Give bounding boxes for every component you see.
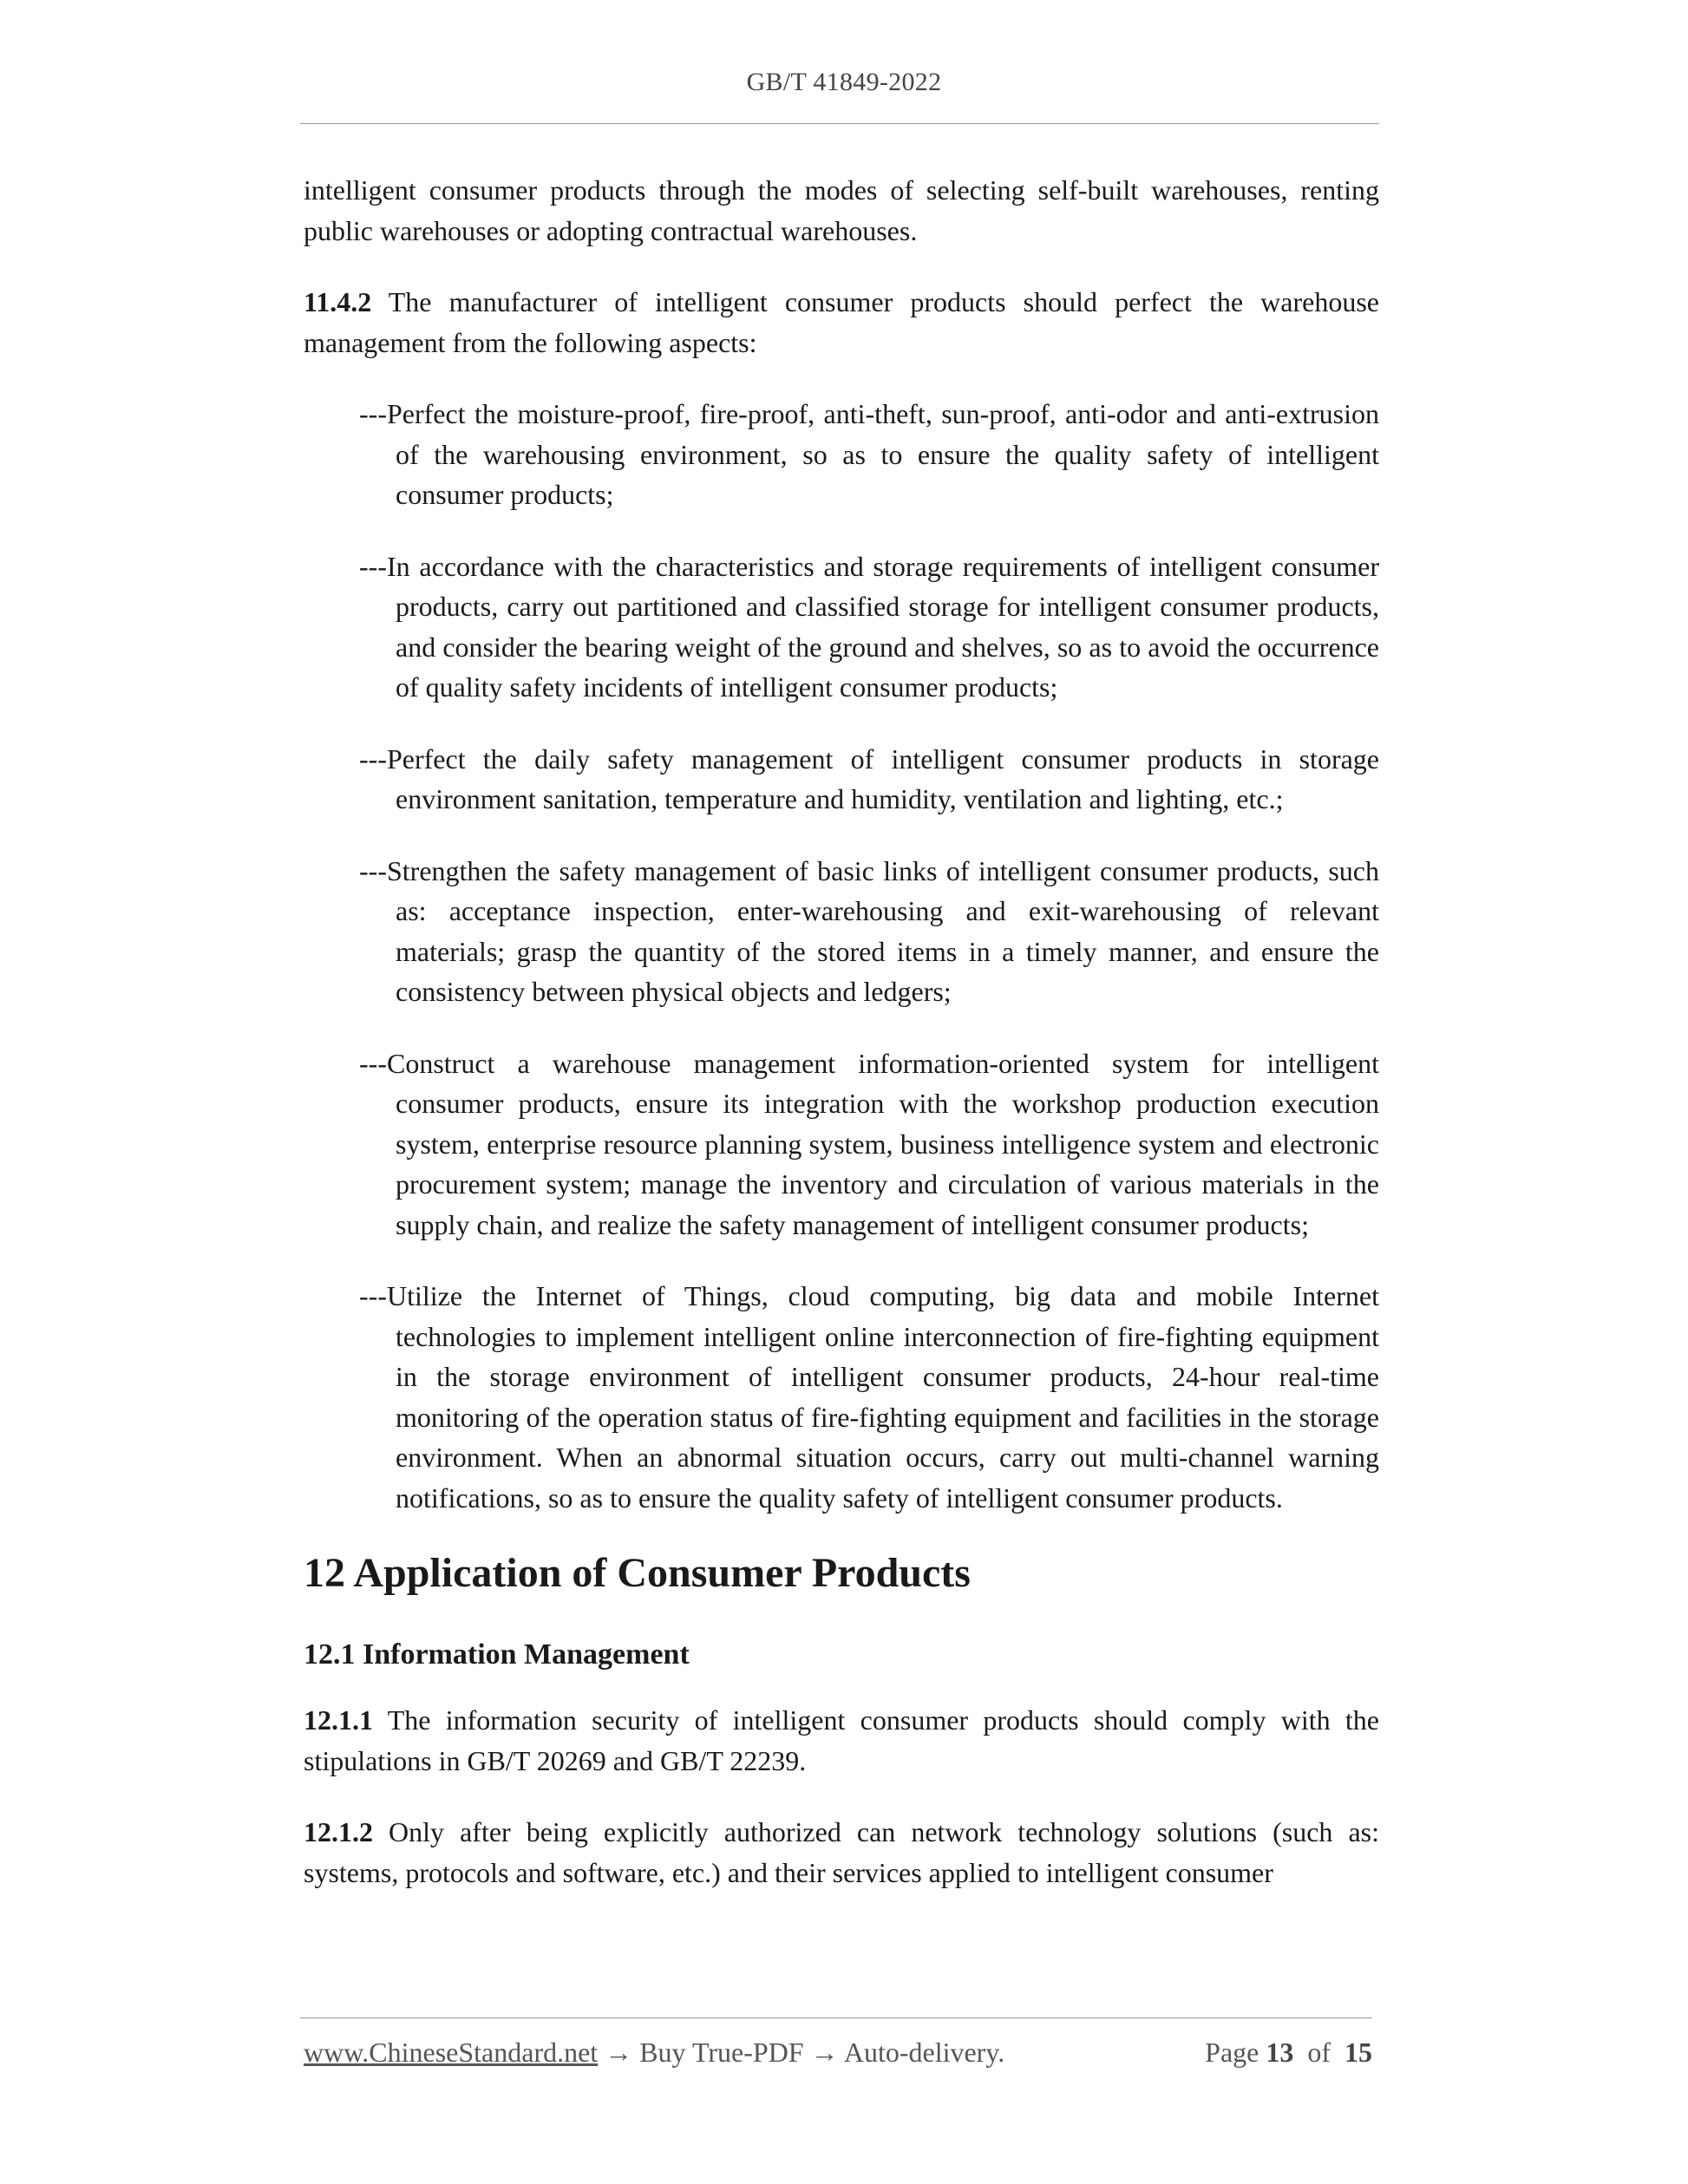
header-divider bbox=[300, 123, 1379, 124]
list-item bbox=[359, 394, 1379, 515]
page-label: Page bbox=[1205, 2037, 1259, 2068]
current-page-number: 13 bbox=[1266, 2037, 1294, 2068]
clause-number: 12.1.2 bbox=[304, 1816, 373, 1847]
clause-text: The manufacturer of intelligent consumer products should perfect the warehouse management from the following aspects: bbox=[304, 286, 1379, 358]
clause-11-4-2 bbox=[304, 282, 1379, 363]
continuation-paragraph: intelligent consumer products through the modes of selecting self-built warehouses, renting public warehouses or adopting contractual warehouses. bbox=[304, 174, 1379, 246]
list-item-text: ---Perfect the daily safety management of intelligent consumer products in storage environment sanitation, temperature and humidity, ventilation and lighting, etc.; bbox=[359, 742, 1379, 814]
total-page-number: 15 bbox=[1345, 2037, 1372, 2068]
page-body bbox=[304, 170, 1379, 1924]
page-footer bbox=[304, 2037, 1372, 2075]
footer-divider bbox=[300, 2017, 1372, 2018]
list-item-text: ---Perfect the moisture-proof, fire-proof, anti-theft, sun-proof, anti-odor and anti-extrusion of the warehousing environment, so as to ensure the quality safety of intelligent consumer products; bbox=[359, 398, 1379, 510]
clause-number: 12.1.1 bbox=[304, 1704, 373, 1736]
list-item bbox=[359, 546, 1379, 708]
list-item bbox=[359, 1276, 1379, 1518]
clause-12-1-1 bbox=[304, 1700, 1379, 1781]
clause-text: The information security of intelligent consumer products should comply with the stipulations in GB/T 20269 and GB/T 22239. bbox=[304, 1704, 1379, 1776]
clause-12-1-2 bbox=[304, 1812, 1379, 1893]
footer-promo-text: → Buy True-PDF → Auto-delivery. bbox=[598, 2037, 1005, 2068]
running-header: GB/T 41849-2022 bbox=[746, 68, 942, 96]
subsection-heading-12-1: 12.1 Information Management bbox=[304, 1638, 690, 1671]
list-item-text: ---In accordance with the characteristics and storage requirements of intelligent consumer products, carry out partitioned and classified storage for intelligent consumer products, and consider the bearing weight of the ground and shelves, so as to avoid the occurrence of quality safety incidents of intelligent consumer products; bbox=[359, 550, 1379, 703]
clause-number: 11.4.2 bbox=[304, 286, 372, 317]
list-item bbox=[359, 739, 1379, 820]
footer-promo bbox=[304, 2037, 1004, 2069]
list-item-text: ---Strengthen the safety management of basic links of intelligent consumer products, such as: acceptance inspection, enter-warehousing and exit-warehousing of relevant materials; grasp the quantity of the stored items in a timely manner, and ensure the consistency between physical objects and ledgers; bbox=[359, 854, 1379, 1007]
list-item-text: ---Utilize the Internet of Things, cloud computing, big data and mobile Internet technologies to implement intelligent online interconnection of fire-fighting equipment in the storage environment of intelligent consumer products, 24-hour real-time monitoring of the operation status of fire-fighting equipment and facilities in the storage environment. When an abnormal situation occurs, carry out multi-channel warning notifications, so as to ensure the quality safety of intelligent consumer products. bbox=[359, 1280, 1379, 1514]
page-of-label: of bbox=[1307, 2037, 1331, 2068]
clause-text: Only after being explicitly authorized can network technology solutions (such as: systems, protocols and software, etc.) and their services applied to intelligent consumer bbox=[304, 1816, 1379, 1888]
list-item bbox=[359, 1043, 1379, 1246]
section-heading-12: 12 Application of Consumer Products bbox=[304, 1550, 971, 1596]
page-indicator bbox=[1205, 2037, 1372, 2069]
list-item bbox=[359, 851, 1379, 1012]
list-item-text: ---Construct a warehouse management information-oriented system for intelligent consumer products, ensure its integration with the workshop production execution system, enterprise resource planning system, business intelligence system and electronic procurement system; manage the inventory and circulation of various materials in the supply chain, and realize the safety management of intelligent consumer products; bbox=[359, 1047, 1379, 1240]
website-link[interactable]: www.ChineseStandard.net bbox=[304, 2037, 599, 2068]
